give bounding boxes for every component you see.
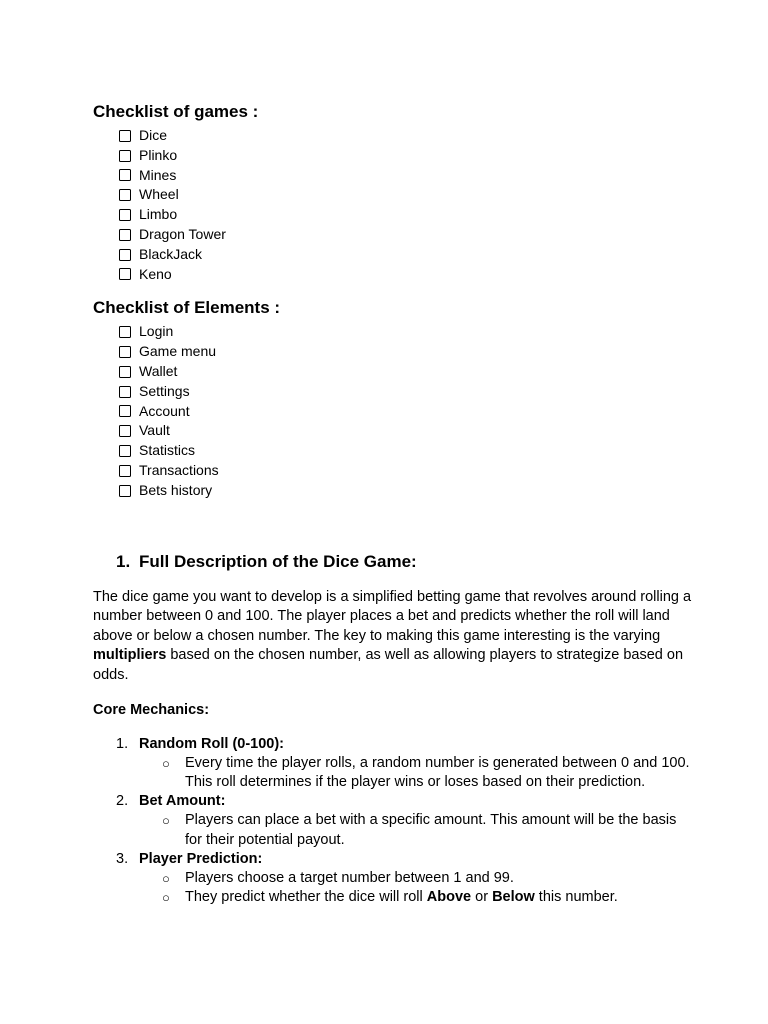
checklist-item [119,126,693,146]
checklist-item-label: Login [139,323,174,340]
bullet-item [162,888,693,907]
checklist-item [119,402,693,422]
checklist-item-label: Bets history [139,481,213,498]
checkbox[interactable] [119,130,131,142]
checklist-item-label: Limbo [139,206,178,223]
mechanic-item [93,735,693,793]
checkbox[interactable] [119,425,131,437]
checkbox[interactable] [119,169,131,181]
checkbox[interactable] [119,366,131,378]
elements-checklist-title: Checklist of Elements : [93,298,281,318]
checklist-item-label: Dragon Tower [139,225,226,242]
bullet-text-end: this number. [534,889,618,906]
checklist-item [119,225,693,245]
bullet-text-or: or [471,889,493,906]
checklist-item-label: Wheel [139,186,179,203]
checklist-item [119,461,693,481]
bullet-bold-above: Above [426,889,472,906]
section-number: 1. [116,551,131,571]
mechanic-number: 1. [116,735,129,752]
checkbox[interactable] [119,209,131,221]
checklist-item-label: Wallet [139,362,178,379]
mechanic-item [93,792,693,850]
checklist-item-label: Game menu [139,343,217,360]
checklist-item-label: Vault [139,422,170,439]
bullet-text: Players can place a bet with a specific amount. This amount will be the basis for their potential payout. [185,812,677,848]
checkbox[interactable] [119,249,131,261]
games-checklist [93,126,693,284]
checklist-item [119,382,693,402]
checklist-item [119,166,693,186]
mechanic-number: 3. [116,850,129,867]
checkbox[interactable] [119,485,131,497]
bullet-item [162,811,693,849]
bullet-text: Every time the player rolls, a random number is generated between 0 and 100. This roll determines if the player wins or loses based on their prediction. [185,754,690,790]
mechanic-title: Bet Amount: [139,793,226,810]
intro-text: The dice game you want to develop is a simplified betting game that revolves around rolling a number between 0 and 100. The player places a bet and predicts whether the roll will land above or below a chosen number. The key to making this game interesting is the varying [93,588,692,644]
checklist-item [119,362,693,382]
checkbox[interactable] [119,189,131,201]
checklist-item [119,441,693,461]
checklist-item [119,245,693,265]
bullet-text: Players choose a target number between 1 and 99. [185,869,514,886]
checklist-item [119,421,693,441]
bullet-circle-icon: ○ [162,755,170,771]
checkbox[interactable] [119,150,131,162]
mechanic-bullets [93,754,693,792]
checkbox[interactable] [119,405,131,417]
checkbox[interactable] [119,268,131,280]
checkbox[interactable] [119,326,131,338]
checklist-item-label: Account [139,402,190,419]
checklist-item [119,185,693,205]
document-page [93,100,693,907]
bullet-item [162,869,693,888]
checklist-item-label: Transactions [139,461,219,478]
mechanics-list [93,735,693,908]
checklist-item-label: Plinko [139,146,178,163]
checklist-item [119,146,693,166]
checklist-item-label: Dice [139,127,168,143]
mechanic-heading [93,735,693,754]
checkbox[interactable] [119,386,131,398]
intro-text-end: based on the chosen number, as well as allowing players to strategize based on odds. [93,647,684,683]
checkbox[interactable] [119,346,131,358]
mechanic-heading [93,850,693,869]
mechanic-title: Random Roll (0-100): [139,735,285,752]
intro-paragraph [93,588,693,686]
mechanic-bullets [93,869,693,907]
bullet-circle-icon: ○ [162,870,170,886]
core-mechanics-heading: Core Mechanics: [93,701,210,718]
section-heading [93,550,693,574]
mechanic-heading [93,792,693,811]
games-checklist-title: Checklist of games : [93,102,259,121]
mechanic-number: 2. [116,793,129,810]
bullet-circle-icon: ○ [162,813,170,829]
mechanic-bullets [93,811,693,849]
checkbox[interactable] [119,465,131,477]
elements-checklist [93,322,693,500]
checkbox[interactable] [119,229,131,241]
bullet-item [162,754,693,792]
checklist-item-label: Statistics [139,442,196,459]
checklist-item [119,342,693,362]
mechanic-title: Player Prediction: [139,850,263,867]
checklist-item [119,481,693,501]
section-title: Full Description of the Dice Game: [139,551,417,571]
checkbox[interactable] [119,445,131,457]
checklist-item-label: Mines [139,166,177,183]
bullet-text: They predict whether the dice will roll [185,889,427,906]
bullet-circle-icon: ○ [162,890,170,906]
bullet-bold-below: Below [492,889,535,906]
intro-bold-text: multipliers [93,647,167,664]
mechanic-item [93,850,693,908]
checklist-item-label: Keno [139,265,172,282]
checklist-item [119,265,693,285]
checklist-item [119,322,693,342]
checklist-item-label: Settings [139,382,190,399]
checklist-item-label: BlackJack [139,245,203,262]
checklist-item [119,205,693,225]
